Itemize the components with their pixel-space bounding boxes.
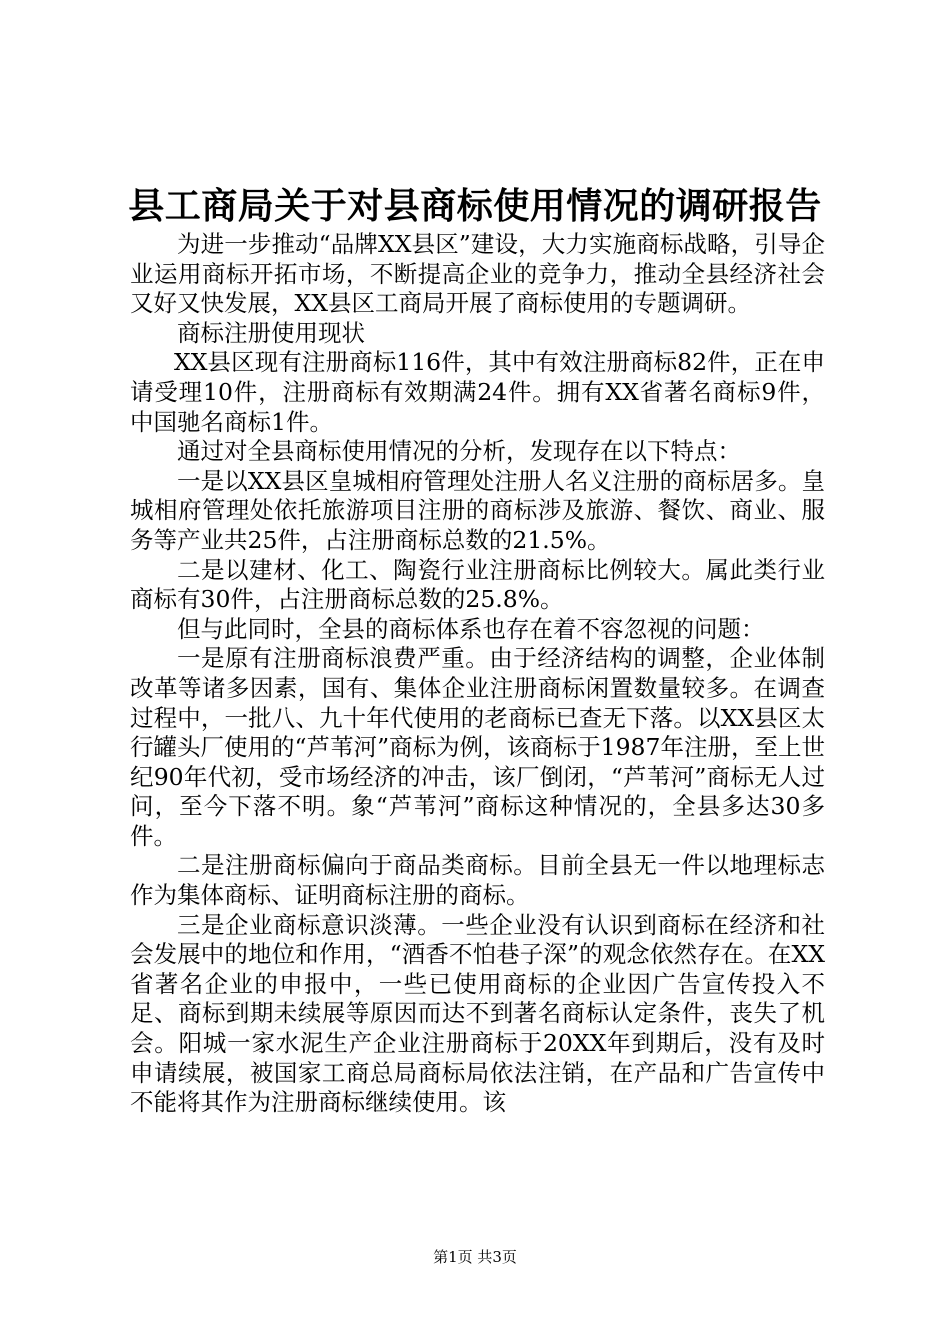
paragraph-problem-3: 三是企业商标意识淡薄。一些企业没有认识到商标在经济和社会发展中的地位和作用，“酒香不怕巷子深”的观念依然存在。在XX省著名企业的申报中，一些已使用商标的企业因广告宣传投入不足、商标到期未续展等原因而达不到著名商标认定条件，丧失了机会。阳城一家水泥生产企业注册商标于20XX年到期后，没有及时申请续展，被国家工商总局商标局依法注销，在产品和广告宣传中不能将其作为注册商标继续使用。该: [130, 910, 825, 1117]
paragraph-problems: 但与此同时，全县的商标体系也存在着不容忽视的问题：: [177, 614, 765, 643]
paragraph-feature-1: 一是以XX县区皇城相府管理处注册人名义注册的商标居多。皇城相府管理处依托旅游项目注册的商标涉及旅游、餐饮、商业、服务等产业共25件，占注册商标总数的21.5%。: [130, 466, 825, 554]
document-title: 县工商局关于对县商标使用情况的调研报告: [128, 185, 822, 227]
paragraph-feature-2: 二是以建材、化工、陶瓷行业注册商标比例较大。属此类行业商标有30件，占注册商标总数的25.8%。: [130, 555, 825, 614]
section-heading: 商标注册使用现状: [177, 318, 365, 347]
paragraph-intro: 为进一步推动“品牌XX县区”建设，大力实施商标战略，引导企业运用商标开拓市场，不断提高企业的竞争力，推动全县经济社会又好又快发展，XX县区工商局开展了商标使用的专题调研。: [130, 230, 825, 318]
paragraph-analysis: 通过对全县商标使用情况的分析，发现存在以下特点：: [177, 437, 741, 466]
paragraph-problem-1: 一是原有注册商标浪费严重。由于经济结构的调整，企业体制改革等诸多因素，国有、集体企业注册商标闲置数量较多。在调查过程中，一批八、九十年代使用的老商标已查无下落。以XX县区太行罐头厂使用的“芦苇河”商标为例，该商标于1987年注册，至上世纪90年代初，受市场经济的冲击，该厂倒闭，“芦苇河”商标无人过问，至今下落不明。象“芦苇河”商标这种情况的，全县多达30多件。: [130, 644, 825, 850]
page-footer: 第1页 共3页: [433, 1248, 517, 1266]
document-body: [130, 230, 825, 1118]
paragraph-problem-2: 二是注册商标偏向于商品类商标。目前全县无一件以地理标志作为集体商标、证明商标注册的商标。: [130, 851, 825, 910]
paragraph-status: XX县区现有注册商标116件，其中有效注册商标82件，正在申请受理10件，注册商标有效期满24件。拥有XX省著名商标9件，中国驰名商标1件。: [130, 348, 825, 436]
